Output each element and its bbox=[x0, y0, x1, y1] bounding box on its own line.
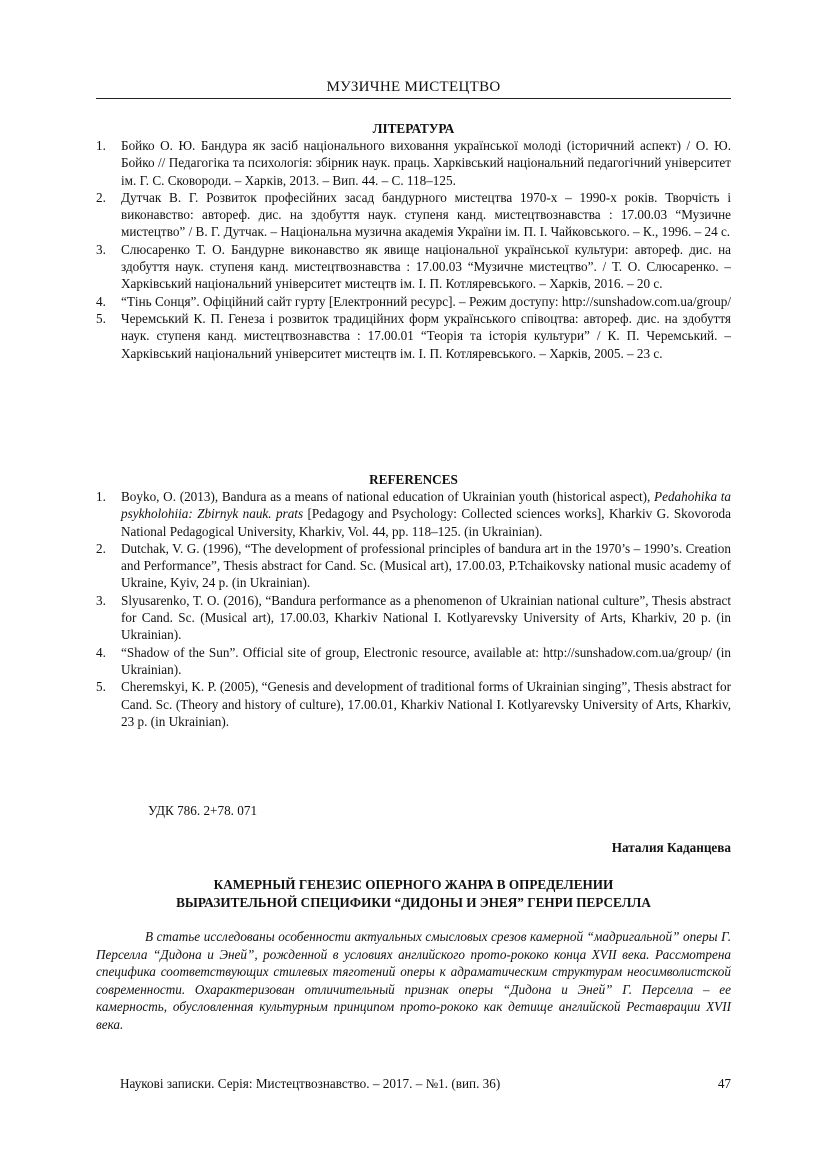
item-text: Dutchak, V. G. (1996), “The development of professional principles of bandura art in the 1970’s – 1990’s. Creation and Performance”, Thesis abstract for Cand. Sc. (Musical art), 17.00.03, P.Tchaikovsky national music academy of Ukraine, Kyiv, 24 p. (in Ukrainian). bbox=[121, 540, 731, 591]
footer-journal: Наукові записки. Серія: Мистецтвознавство. – 2017. – №1. (вип. 36) bbox=[120, 1076, 501, 1091]
literature-item bbox=[96, 241, 731, 293]
page-number: 47 bbox=[717, 1076, 731, 1091]
item-number: 4. bbox=[96, 644, 106, 660]
item-text: Черемський К. П. Генеза і розвиток традиційних форм українського співоцтва: автореф. дис. на здобуття наук. ступеня канд. мистецтвознавства : 17.00.01 “Теорія та історія культури” / К. П. Черемський. – Харківський національний університет мистецтв ім. І. П. Котляревського. – Харків, 2005. – 23 с. bbox=[121, 310, 731, 361]
header-divider bbox=[96, 98, 731, 99]
item-number: 2. bbox=[96, 189, 106, 205]
running-header: МУЗИЧНЕ МИСТЕЦТВО bbox=[326, 79, 501, 95]
article-title-line: КАМЕРНЫЙ ГЕНЕЗИС ОПЕРНОГО ЖАНРА В ОПРЕДЕЛЕНИИ bbox=[213, 877, 614, 892]
item-text: Бойко О. Ю. Бандура як засіб національного виховання української молоді (історичний аспект) / О. Ю. Бойко // Педагогіка та психологія: збірник наук. праць. Харківський національний педагогічний університет ім. Г. С. Сковороди. – Харків, 2013. – Вип. 44. – С. 118–125. bbox=[121, 138, 731, 188]
item-number: 5. bbox=[96, 310, 106, 326]
item-text: Slyusarenko, T. O. (2016), “Bandura performance as a phenomenon of Ukrainian national culture”, Thesis abstract for Cand. Sc. (Musical art), 17.00.03, Kharkiv National I. Kotlyarevsky University of Arts, Kharkiv, 20 p. (in Ukrainian). bbox=[121, 592, 731, 643]
item-text: Дутчак В. Г. Розвиток професійних засад бандурного мистецтва 1970-х – 1990-х років. Творчість і виконавство: автореф. дис. на здобуття наук. ступеня канд. мистецтвознавства : 17.00.03 “Музичне мистецтво” / В. Г. Дутчак. – Національна музична академія України ім. П. І. Чайковського. – К., 1996. – 24 с. bbox=[121, 189, 731, 240]
references-list bbox=[96, 488, 731, 730]
item-text-start: Boyko, O. (2013), Bandura as a means of national education of Ukrainian youth (historical aspect), bbox=[121, 489, 655, 504]
literature-item bbox=[96, 293, 731, 310]
item-number: 3. bbox=[96, 241, 106, 257]
article-author: Наталия Каданцева bbox=[611, 840, 731, 855]
reference-item bbox=[96, 644, 731, 679]
item-number: 1. bbox=[96, 138, 106, 153]
journal-title: Pedahohika ta psykholohiia: Zbirnyk nauk. prats bbox=[121, 489, 731, 522]
reference-item bbox=[96, 488, 731, 540]
references-heading: REFERENCES bbox=[369, 472, 458, 487]
article-title bbox=[96, 876, 731, 911]
article-abstract: В статье исследованы особенности актуальных смысловых срезов камерной “мадригальной” оперы Г. Перселла “Дидона и Эней”, рожденной в условиях английского прото-рококо конца XVII века. Рассмотрена специфика соответствующих стилевых тяготений оперы к адраматическим структурам неосимволистской современности. Охарактеризован отличительный признак оперы “Дидона и Эней” Г. Перселла – ее камерность, обусловленная культурным принципом прото-рококо как детище английской Реставрации XVII века. bbox=[96, 929, 731, 1032]
item-text-end: [Pedagogy and Psychology: Collected sciences works], Kharkiv G. Skovoroda National Pedagogical University, Kharkiv, Vol. 44, pp. 118–125. (in Ukrainian). bbox=[121, 506, 731, 539]
literature-list bbox=[96, 137, 731, 362]
article-title-line: ВЫРАЗИТЕЛЬНОЙ СПЕЦИФИКИ “ДИДОНЫ И ЭНЕЯ” ГЕНРИ ПЕРСЕЛЛА bbox=[176, 894, 651, 910]
item-text: “Тінь Сонця”. Офіційний сайт гурту [Електронний ресурс]. – Режим доступу: http://sunshadow.com.ua/group/ bbox=[121, 293, 731, 309]
item-number: 2. bbox=[96, 540, 106, 556]
reference-item bbox=[96, 592, 731, 644]
reference-item bbox=[96, 540, 731, 592]
item-number: 1. bbox=[96, 489, 106, 504]
item-number: 5. bbox=[96, 679, 106, 695]
udk-code: УДК 786. 2+78. 071 bbox=[148, 803, 258, 818]
literature-item bbox=[96, 137, 731, 189]
item-number: 4. bbox=[96, 293, 106, 309]
item-text: Слюсаренко Т. О. Бандурне виконавство як явище національної української культури: автореф. дис. на здобуття наук. ступеня канд. мистецтвознавства : 17.00.03 “Музичне мистецтво”. / Т. О. Слюсаренко. – Харківський національний університет мистецтв ім. І. П. Котляревського. – Харків, 2016. – 20 с. bbox=[121, 241, 731, 292]
literature-item bbox=[96, 189, 731, 241]
reference-item bbox=[96, 678, 731, 730]
item-text: “Shadow of the Sun”. Official site of group, Electronic resource, available at: http://sunshadow.com.ua/group/ (in Ukrainian). bbox=[121, 644, 731, 677]
item-number: 3. bbox=[96, 592, 106, 608]
item-text: Cheremskyi, K. P. (2005), “Genesis and development of traditional forms of Ukrainian singing”, Thesis abstract for Cand. Sc. (Theory and history of culture), 17.00.01, Kharkiv National I. Kotlyarevsky University of Arts, Kharkiv, 23 p. (in Ukrainian). bbox=[121, 679, 731, 729]
literature-item bbox=[96, 310, 731, 362]
literature-heading: ЛІТЕРАТУРА bbox=[372, 121, 455, 136]
